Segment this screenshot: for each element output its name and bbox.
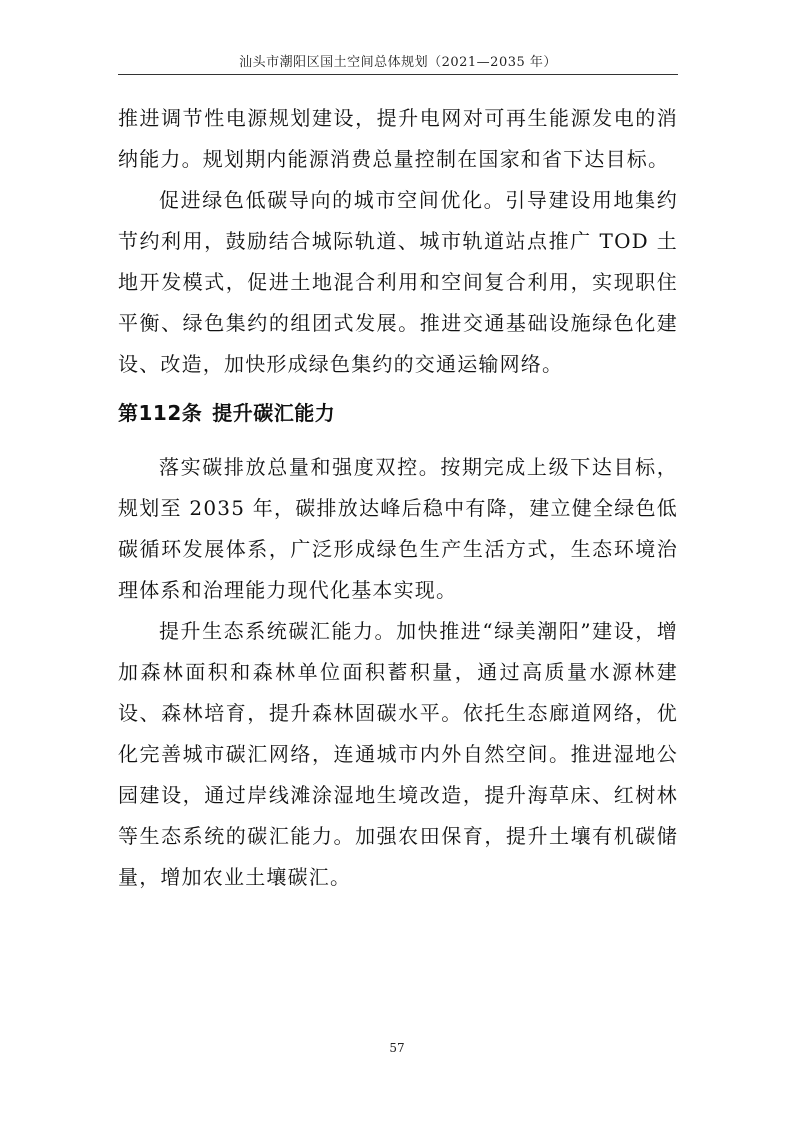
paragraph-green-city: 促进绿色低碳导向的城市空间优化。引导建设用地集约节约利用，鼓励结合城际轨道、城市轨道站点推广 TOD 土地开发模式，促进土地混合利用和空间复合利用，实现职住平衡、绿色集约的组团式发展。推进交通基础设施绿色化建设、改造，加快形成绿色集约的交通运输网络。 xyxy=(118,188,678,376)
running-header: 汕头市潮阳区国土空间总体规划（2021—2035 年） xyxy=(239,55,557,70)
paragraph-continued: 推进调节性电源规划建设，提升电网对可再生能源发电的消纳能力。规划期内能源消费总量控制在国家和省下达目标。 xyxy=(118,106,678,171)
document-body xyxy=(118,98,678,898)
article-heading xyxy=(118,395,678,431)
page-number: 57 xyxy=(389,1041,405,1055)
paragraph-carbon-sink: 提升生态系统碳汇能力。加快推进“绿美潮阳”建设，增加森林面积和森林单位面积蓄积量，通过高质量水源林建设、森林培育，提升森林固碳水平。依托生态廊道网络，优化完善城市碳汇网络，连通城市内外自然空间。推进湿地公园建设，通过岸线滩涂湿地生境改造，提升海草床、红树林等生态系统的碳汇能力。加强农田保育，提升土壤有机碳储量，增加农业土壤碳汇。 xyxy=(118,619,678,889)
article-title: 提升碳汇能力 xyxy=(212,401,336,425)
header-divider xyxy=(118,74,678,75)
paragraph-emission-control: 落实碳排放总量和强度双控。按期完成上级下达目标，规划至 2035 年，碳排放达峰后稳中有降，建立健全绿色低碳循环发展体系，广泛形成绿色生产生活方式，生态环境治理体系和治理能力现代化基本实现。 xyxy=(118,455,678,602)
article-number: 第112条 xyxy=(118,401,203,425)
